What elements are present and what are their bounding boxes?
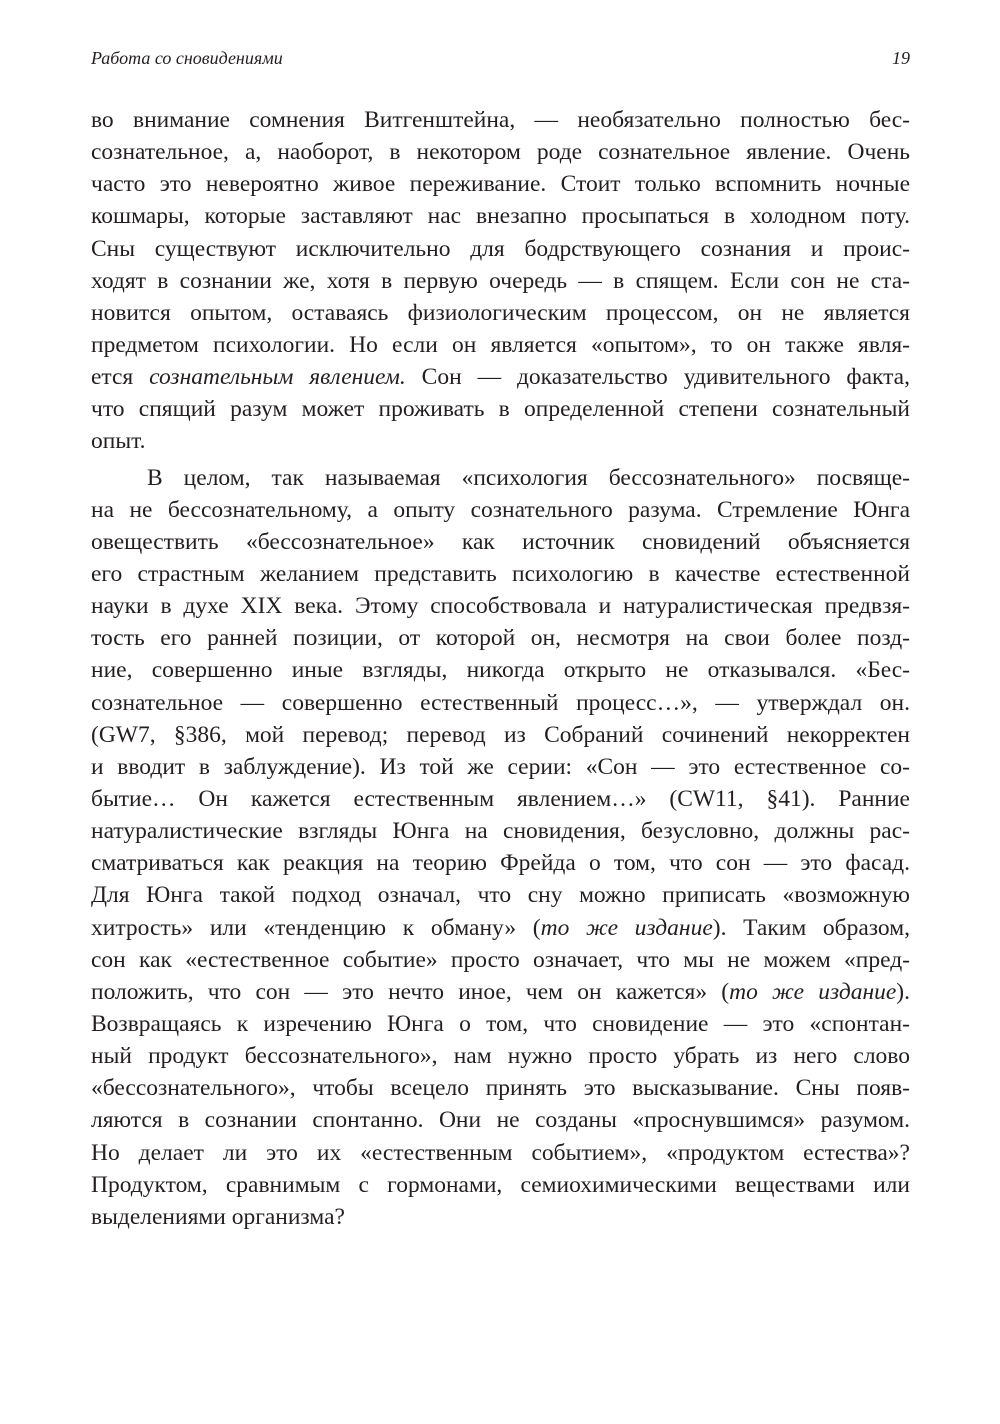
text-line — [91, 847, 910, 879]
text-segment: натуралистические взгляды Юнга на сновидения, безусловно, должны рас- — [91, 818, 910, 845]
text-segment: положить, что сон — это нечто иное, чем он кажется» ( — [91, 978, 730, 1005]
text-line — [91, 815, 910, 847]
text-segment: что спящий разум может проживать в определенной степени сознательный — [91, 396, 910, 423]
text-segment: новится опытом, оставаясь физиологическим процессом, он не является — [91, 299, 910, 326]
text-line — [91, 104, 910, 136]
text-line — [91, 233, 910, 265]
text-line — [91, 329, 910, 361]
text-segment: его страстным желанием представить психологию в качестве естественной — [91, 560, 910, 587]
text-line — [91, 297, 910, 329]
text-segment: ние, совершенно иные взгляды, никогда открыто не отказывался. «Бес- — [91, 657, 910, 684]
text-segment: «бессознательного», чтобы всецело принять это высказывание. Сны появ- — [91, 1075, 910, 1102]
text-segment: ходят в сознании же, хотя в первую очередь — в спящем. Если сон не ста- — [91, 267, 910, 294]
text-line — [91, 654, 910, 686]
running-header — [91, 48, 910, 76]
text-line — [91, 751, 910, 783]
text-segment: ный продукт бессознательного», нам нужно просто убрать из него слово — [91, 1043, 910, 1070]
text-line — [91, 622, 910, 654]
text-line — [91, 719, 910, 751]
paragraph — [91, 462, 910, 1233]
text-segment: предметом психологии. Но если он является «опытом», то он также явля- — [91, 331, 910, 358]
text-segment: на не бессознательному, а опыту сознательного разума. Стремление Юнга — [91, 496, 910, 523]
text-segment: науки в духе XIX века. Этому способствовала и натуралистическая предвзя- — [91, 593, 910, 620]
running-header-title: Работа со сновидениями — [91, 48, 283, 68]
text-line — [91, 879, 910, 911]
text-segment: Для Юнга такой подход означал, что сну можно приписать «возможную — [91, 882, 910, 909]
text-line — [91, 590, 910, 622]
text-line — [91, 361, 910, 393]
italic-text: то же издание — [540, 914, 713, 941]
text-segment: сон как «естественное событие» просто означает, что мы не можем «пред- — [91, 946, 910, 973]
text-segment: Продуктом, сравнимым с гормонами, семиохимическими веществами или — [91, 1171, 910, 1198]
text-segment: ). Таким образом, — [712, 914, 910, 941]
text-segment: ется — [91, 364, 150, 391]
text-segment: В целом, так называемая «психология бессознательного» посвяще- — [147, 464, 910, 491]
text-line — [91, 200, 910, 232]
text-line — [91, 687, 910, 719]
text-segment: сматриваться как реакция на теорию Фрейда о том, что сон — это фасад. — [91, 850, 910, 877]
text-line — [91, 1169, 910, 1201]
italic-text: сознательным явлением. — [149, 364, 406, 391]
text-segment: ляются в сознании спонтанно. Они не созданы «проснувшимся» разумом. — [91, 1107, 910, 1134]
text-line — [91, 1072, 910, 1104]
text-segment: (GW7, §386, мой перевод; перевод из Собраний сочинений некорректен — [91, 721, 910, 748]
text-line — [91, 912, 910, 944]
text-segment: опыт. — [91, 428, 146, 455]
text-line — [91, 494, 910, 526]
text-line — [91, 558, 910, 590]
text-segment: бытие… Он кажется естественным явлением…» (CW11, §41). Ранние — [91, 785, 910, 812]
text-segment: сознательное, а, наоборот, в некотором роде сознательное явление. Очень — [91, 139, 910, 166]
text-line — [91, 1201, 910, 1233]
text-segment: хитрость» или «тенденцию к обману» ( — [91, 914, 541, 941]
text-segment: сознательное — совершенно естественный процесс…», — утверждал он. — [91, 689, 910, 716]
italic-text: то же издание — [729, 978, 897, 1005]
text-line — [91, 783, 910, 815]
text-line — [91, 265, 910, 297]
text-segment: Сон — доказательство удивительного факта, — [405, 364, 910, 391]
text-line — [91, 1008, 910, 1040]
text-segment: тость его ранней позиции, от которой он, несмотря на свои более позд- — [91, 625, 910, 652]
text-line — [91, 1040, 910, 1072]
text-segment: кошмары, которые заставляют нас внезапно просыпаться в холодном поту. — [91, 203, 910, 230]
body-text — [91, 104, 910, 1233]
page-number: 19 — [892, 48, 910, 68]
text-line — [91, 425, 910, 457]
text-segment: Сны существуют исключительно для бодрствующего сознания и проис- — [91, 235, 910, 262]
text-segment: и вводит в заблуждение). Из той же серии: «Сон — это естественное со- — [91, 753, 910, 780]
text-line — [91, 1104, 910, 1136]
text-line — [91, 168, 910, 200]
text-line — [91, 393, 910, 425]
text-line — [91, 944, 910, 976]
text-line — [91, 526, 910, 558]
text-line — [91, 136, 910, 168]
text-line — [91, 976, 910, 1008]
paragraph — [91, 104, 910, 458]
text-segment: Но делает ли это их «естественным событием», «продуктом естества»? — [91, 1139, 910, 1166]
text-segment: Возвращаясь к изречению Юнга о том, что сновидение — это «спонтан- — [91, 1010, 910, 1037]
text-segment: ). — [896, 978, 910, 1005]
text-line — [91, 462, 910, 494]
text-segment: во внимание сомнения Витгенштейна, — необязательно полностью бес- — [91, 107, 910, 133]
text-segment: овеществить «бессознательное» как источник сновидений объясняется — [91, 528, 910, 555]
text-segment: выделениями организма? — [91, 1203, 345, 1230]
text-line — [91, 1137, 910, 1169]
text-segment: часто это невероятно живое переживание. Стоит только вспомнить ночные — [91, 171, 910, 198]
